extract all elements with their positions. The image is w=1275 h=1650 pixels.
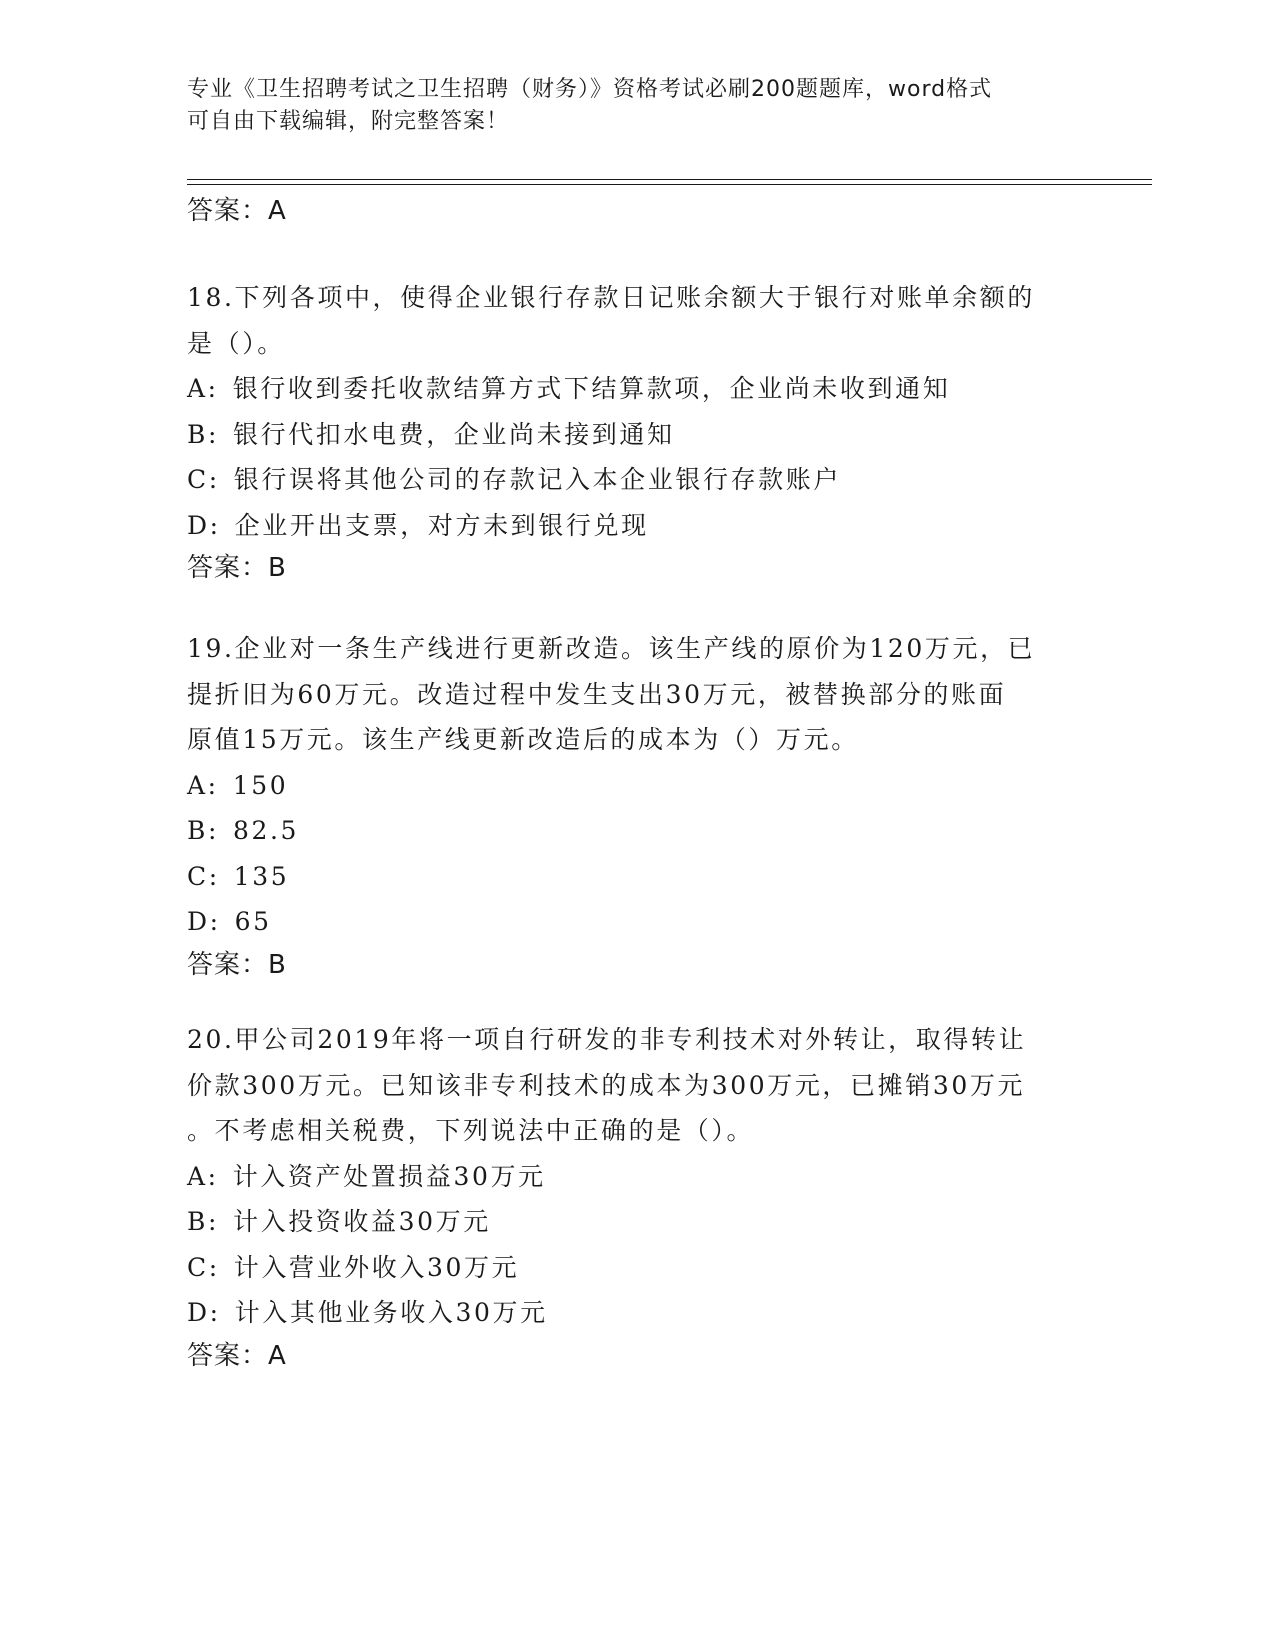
option-letter: B: [187, 1207, 219, 1236]
option-text: 银行收到委托收款结算方式下结算款项，企业尚未收到通知 [232, 374, 951, 403]
option-letter: D: [187, 907, 221, 936]
option-letter: A: [187, 770, 219, 800]
option-letter: D: [187, 510, 221, 540]
answer-20: 答案：A [187, 1340, 287, 1371]
option-b [187, 808, 1087, 854]
option-c [187, 457, 1087, 503]
question-text-line: 19.企业对一条生产线进行更新改造。该生产线的原价为120万元，已 [187, 634, 1036, 663]
question-text-line: 是（）。 [187, 328, 285, 358]
option-c [187, 854, 1087, 900]
option-d [187, 1290, 1087, 1336]
option-text: 135 [233, 861, 290, 891]
question-text-line: 价款300万元。已知该非专利技术的成本为300万元，已摊销30万元 [187, 1070, 1026, 1100]
option-text: 150 [232, 770, 289, 800]
document-header [187, 74, 1067, 138]
question-text-line: 提折旧为60万元。改造过程中发生支出30万元，被替换部分的账面 [187, 679, 1007, 709]
question-18 [187, 275, 1087, 588]
header-line-1: 专业《卫生招聘考试之卫生招聘（财务）》资格考试必刷200题题库，word格式 [187, 77, 993, 102]
option-a [187, 1154, 1087, 1200]
option-c [187, 1245, 1087, 1291]
option-letter: D: [187, 1298, 221, 1327]
option-a [187, 763, 1087, 809]
option-text: 银行代扣水电费，企业尚未接到通知 [233, 419, 675, 449]
option-letter: C: [187, 465, 220, 494]
option-text: 企业开出支票，对方未到银行兑现 [234, 510, 649, 540]
option-d [187, 503, 1087, 549]
answer-18: 答案：B [187, 553, 287, 583]
option-letter: C: [187, 861, 220, 891]
header-divider-bottom [187, 184, 1152, 185]
option-b [187, 412, 1087, 458]
option-letter: A: [187, 374, 219, 403]
option-text: 82.5 [233, 816, 300, 845]
option-letter: A: [187, 1161, 219, 1191]
option-text: 银行误将其他公司的存款记入本企业银行存款账户 [233, 465, 841, 494]
header-line-2: 可自由下载编辑，附完整答案！ [187, 109, 510, 134]
option-text: 计入投资收益30万元 [233, 1207, 491, 1236]
option-d [187, 899, 1087, 945]
question-text-line: 20.甲公司2019年将一项自行研发的非专利技术对外转让，取得转让 [187, 1025, 1027, 1054]
option-text: 计入营业外收入30万元 [233, 1252, 520, 1282]
question-text-line: 原值15万元。该生产线更新改造后的成本为（）万元。 [187, 725, 859, 754]
previous-answer: 答案：A [187, 196, 287, 226]
answer-19: 答案：B [187, 949, 287, 980]
option-a [187, 366, 1087, 412]
previous-answer-block [187, 191, 1087, 231]
option-b [187, 1199, 1087, 1245]
option-text: 65 [234, 907, 272, 936]
question-19 [187, 626, 1087, 985]
option-letter: B: [187, 816, 219, 845]
option-text: 计入资产处置损益30万元 [232, 1161, 546, 1191]
question-text-line: 18.下列各项中，使得企业银行存款日记账余额大于银行对账单余额的 [187, 283, 1035, 312]
option-text: 计入其他业务收入30万元 [234, 1298, 548, 1327]
header-divider-top [187, 179, 1152, 180]
option-letter: B: [187, 419, 219, 449]
question-20 [187, 1017, 1087, 1376]
option-letter: C: [187, 1252, 220, 1282]
question-text-line: 。不考虑相关税费，下列说法中正确的是（）。 [187, 1116, 755, 1145]
